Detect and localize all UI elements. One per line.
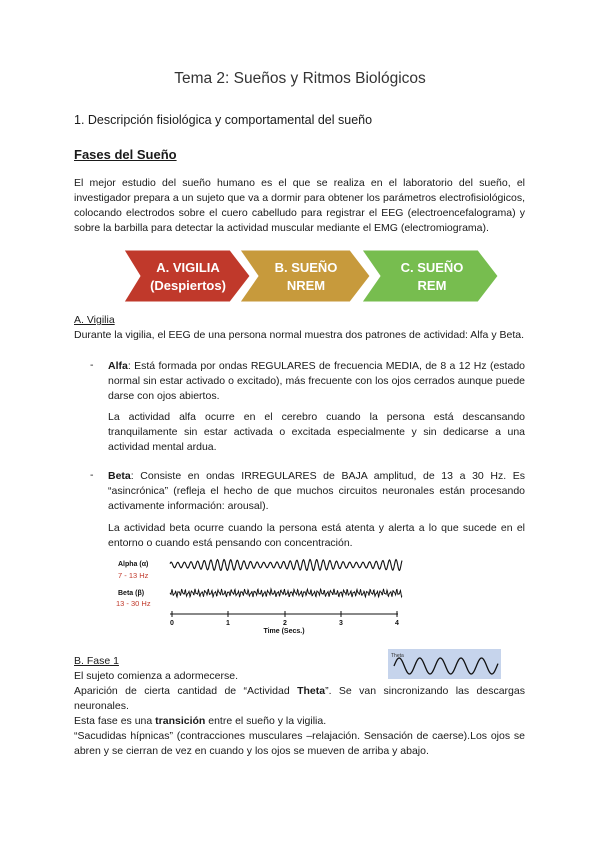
- tick-label: 4: [395, 620, 399, 627]
- fase1-line-2: [74, 684, 525, 714]
- alfa-item: [108, 359, 525, 404]
- document-title: Tema 2: Sueños y Ritmos Biológicos: [174, 70, 426, 87]
- beta-bullet: -: [90, 469, 94, 481]
- intro-paragraph: El mejor estudio del sueño humano es el que se realiza en el laboratorio del sueño, el investigador prepara a un sujeto que va a dormir para obtener los parámetros electrofisiológicos, colocando electrodos sobre el cuero cabelludo para registrar el EEG (electroencefalograma) y sobre la barbilla para detectar la actividad muscular mediante el EMG (electromiograma).: [74, 177, 525, 234]
- arrow-a-line2: (Despiertos): [150, 278, 226, 293]
- eeg-figure: [110, 551, 410, 635]
- theta-label: Theta: [391, 653, 404, 659]
- alfa-bullet: -: [90, 359, 94, 371]
- fase1-line-3c: entre el sueño y la vigilia.: [205, 715, 327, 727]
- fase1-line-1: El sujeto comienza a adormecerse.: [74, 670, 238, 682]
- vigilia-heading: A. Vigilia: [74, 314, 115, 326]
- arrow-b-line1: B. SUEÑO: [274, 260, 338, 275]
- fase1-line-3: [74, 714, 326, 729]
- fase1-line-2a: Aparición de cierta cantidad de “Actividad: [74, 685, 298, 697]
- tick-label: 0: [170, 620, 174, 627]
- phases-heading: Fases del Sueño: [74, 147, 177, 162]
- beta-term: Beta: [108, 470, 131, 482]
- arrow-b-line2: NREM: [286, 278, 326, 293]
- theta-wave-image: [388, 649, 501, 679]
- arrow-nrem: [240, 250, 370, 302]
- alpha-label: Alpha (α): [118, 561, 149, 568]
- alfa-term: Alfa: [108, 360, 128, 372]
- alfa-paragraph-2: La actividad alfa ocurre en el cerebro cuando la persona está descansando tranquilamente sin estar activada o excitada especialmente y sin dedicarse a una actividad mental ardua.: [108, 411, 525, 453]
- theta-term: Theta: [297, 685, 326, 697]
- beta-item: [108, 469, 525, 514]
- tick-label: 1: [226, 620, 230, 627]
- section-heading: 1. Descripción fisiológica y comportamental del sueño: [74, 113, 373, 127]
- beta-range: 13 - 30 Hz: [116, 599, 151, 608]
- vigilia-intro: Durante la vigilia, el EEG de una persona normal muestra dos patrones de actividad: Alfa y Beta.: [74, 329, 525, 341]
- tick-label: 2: [283, 620, 287, 627]
- beta-paragraph-2: La actividad beta ocurre cuando la persona está atenta y alerta a lo que sucede en el entorno o cuando está pensando con concentración.: [108, 522, 525, 549]
- fase1-line-4: “Sacudidas hípnicas” (contracciones musculares –relajación. Sensación de caerse).Los ojos se abren y se cierran de vez en cuando y los ojos se mueven de arriba y abajo.: [74, 730, 525, 757]
- time-axis-label: Time (Secs.): [263, 628, 305, 635]
- phases-arrow-diagram: [122, 248, 502, 305]
- fase1-heading: B. Fase 1: [74, 655, 119, 667]
- tick-label: 3: [339, 620, 343, 627]
- transition-term: transición: [155, 715, 206, 727]
- arrow-c-line2: REM: [417, 278, 447, 293]
- beta-label: Beta (β): [118, 590, 145, 597]
- arrow-c-line1: C. SUEÑO: [400, 260, 464, 275]
- arrow-rem: [362, 250, 498, 302]
- beta-text: : Consiste en ondas IRREGULARES de BAJA amplitud, de 13 a 30 Hz. Es “asincrónica” (refleja el hecho de que muchos circuitos neuronales están procesando activamente información: arousal).: [108, 470, 525, 512]
- fase1-line-2c: ”. Se van sincronizando las descargas neuronales.: [74, 685, 525, 712]
- tick-group: [170, 611, 399, 627]
- fase1-line-3a: Esta fase es una: [74, 715, 156, 727]
- alfa-text: : Está formada por ondas REGULARES de frecuencia MEDIA, de 8 a 12 Hz (estado normal sin estar activado o excitado), más frecuente con los ojos cerrados aunque puede darse con ojos abiertos.: [108, 360, 525, 402]
- arrow-vigilia: [124, 250, 250, 302]
- alpha-wave: [170, 560, 402, 571]
- beta-wave: [170, 589, 402, 597]
- arrow-a-line1: A. VIGILIA: [156, 260, 220, 275]
- alpha-range: 7 - 13 Hz: [118, 571, 149, 580]
